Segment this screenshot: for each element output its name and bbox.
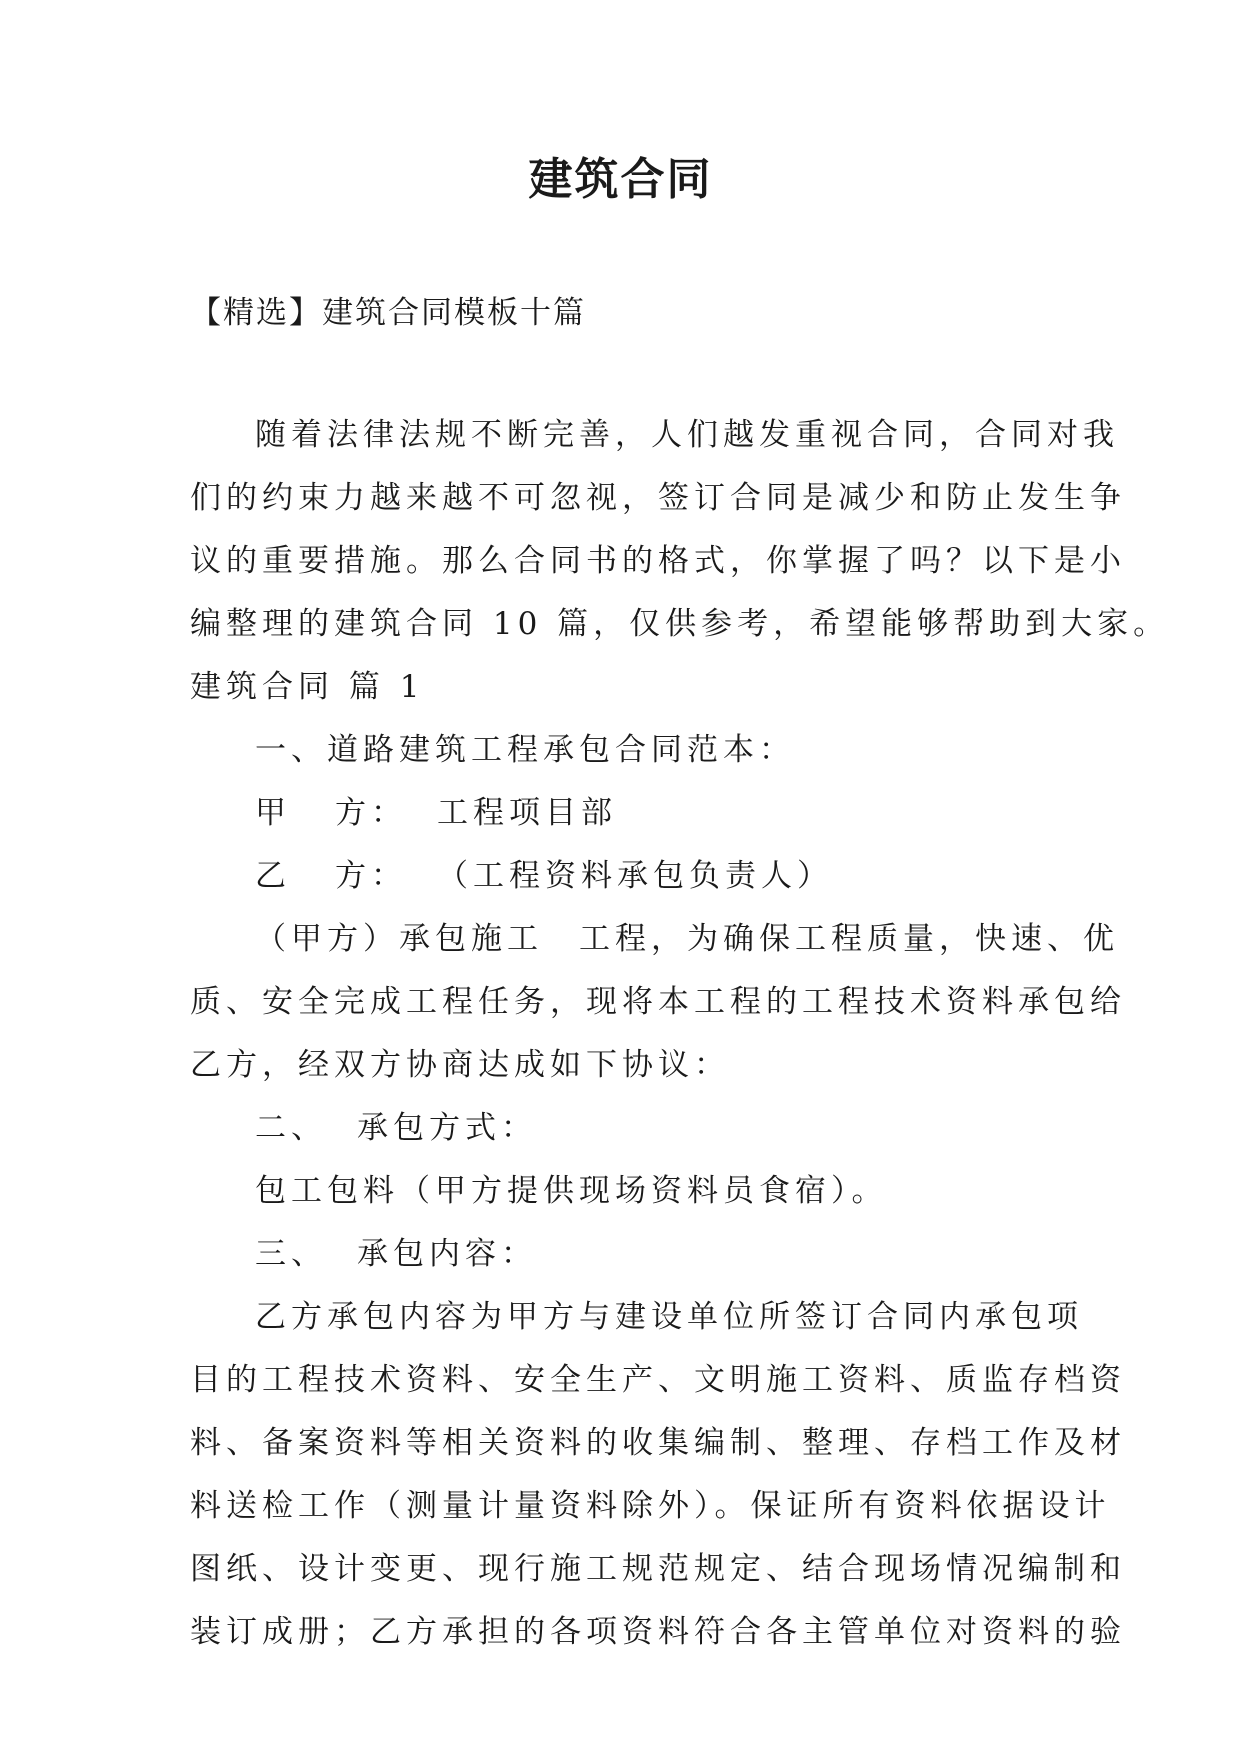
clause-3-line-1: 乙方承包内容为甲方与建设单位所签订合同内承包项 bbox=[255, 1299, 1083, 1335]
intro-line-2: 们的约束力越来越不可忽视，签订合同是减少和防止发生争 bbox=[190, 480, 1126, 516]
clause-3-title: 承包内容： bbox=[357, 1236, 537, 1272]
party-a-suffix: 方： bbox=[335, 795, 407, 831]
clause-2-body: 包工包料（甲方提供现场资料员食宿）。 bbox=[255, 1173, 888, 1209]
party-b-line bbox=[190, 845, 1070, 908]
clause-3-line-6: 装订成册；乙方承担的各项资料符合各主管单位对资料的验 bbox=[190, 1614, 1126, 1650]
section-heading: 建筑合同 篇 1 bbox=[190, 669, 425, 705]
preamble-line-3: 乙方，经双方协商达成如下协议： bbox=[190, 1047, 730, 1083]
clause-2-number: 二、 bbox=[255, 1110, 327, 1146]
clause-2-heading bbox=[190, 1097, 1070, 1160]
preamble-line-2: 质、安全完成工程任务，现将本工程的工程技术资料承包给 bbox=[190, 984, 1126, 1020]
clause-3-line-5: 图纸、设计变更、现行施工规范规定、结合现场情况编制和 bbox=[190, 1551, 1126, 1587]
document-subtitle: 【精选】建筑合同模板十篇 bbox=[190, 295, 586, 331]
clause-3-number: 三、 bbox=[255, 1236, 327, 1272]
clause-3-line-2: 目的工程技术资料、安全生产、文明施工资料、质监存档资 bbox=[190, 1362, 1126, 1398]
party-b-label: 乙 bbox=[255, 858, 291, 894]
party-b-value: （工程资料承包负责人） bbox=[437, 858, 833, 894]
clause-1-heading: 一、道路建筑工程承包合同范本： bbox=[255, 732, 795, 768]
clause-3-line-4: 料送检工作（测量计量资料除外）。保证所有资料依据设计 bbox=[190, 1488, 1111, 1524]
intro-line-4: 编整理的建筑合同 10 篇，仅供参考，希望能够帮助到大家。 bbox=[190, 606, 1170, 642]
party-a-value: 工程项目部 bbox=[437, 795, 617, 831]
document-body bbox=[190, 404, 1170, 1664]
intro-line-1: 随着法律法规不断完善，人们越发重视合同，合同对我 bbox=[255, 417, 1119, 453]
page-title: 建筑合同 bbox=[528, 154, 713, 205]
preamble-line-1: （甲方）承包施工 工程，为确保工程质量，快速、优 bbox=[255, 921, 1119, 957]
party-a-line bbox=[190, 782, 1070, 845]
intro-line-3: 议的重要措施。那么合同书的格式，你掌握了吗？以下是小 bbox=[190, 543, 1126, 579]
clause-3-line-3: 料、备案资料等相关资料的收集编制、整理、存档工作及材 bbox=[190, 1425, 1126, 1461]
clause-2-title: 承包方式： bbox=[357, 1110, 537, 1146]
party-b-suffix: 方： bbox=[335, 858, 407, 894]
clause-3-heading bbox=[190, 1223, 1070, 1286]
party-a-label: 甲 bbox=[255, 795, 291, 831]
